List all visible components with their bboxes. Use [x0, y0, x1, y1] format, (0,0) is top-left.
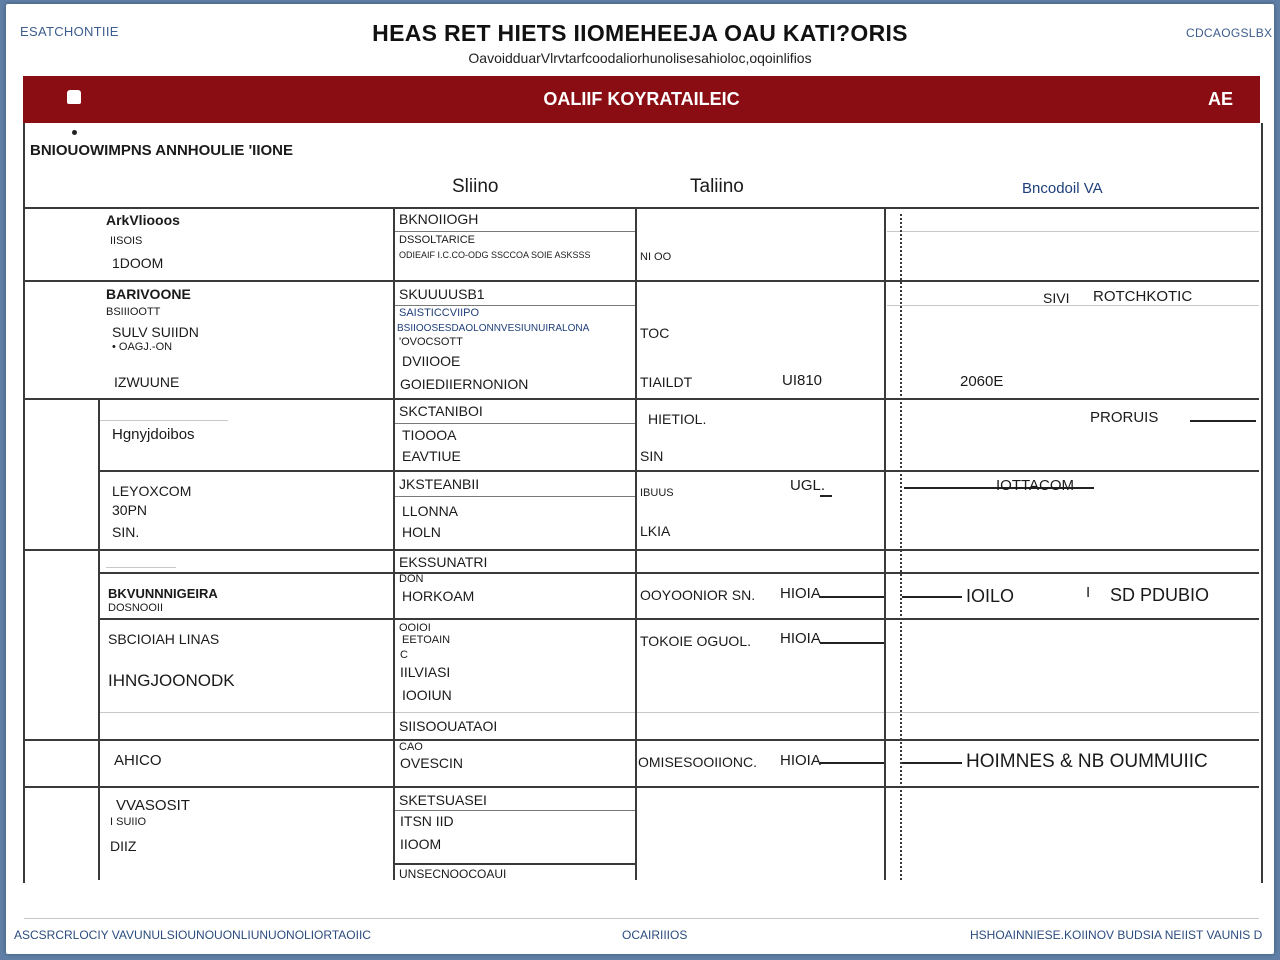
cell-text: NI OO	[640, 251, 672, 263]
cell-text: BKNOIIOGH	[399, 211, 479, 227]
cell-text: I	[1086, 584, 1091, 601]
cell-text: SULV SUIIDN	[112, 324, 199, 340]
grid-line	[395, 810, 635, 811]
grid-line	[884, 207, 886, 880]
cell-text: IILVIASI	[400, 664, 451, 680]
cell-text: UNSECNOOCOAUI	[399, 867, 507, 881]
cell-text: OVESCIN	[400, 755, 464, 771]
cell-text: HORKOAM	[402, 588, 475, 604]
cell-text: OOIOI	[399, 622, 431, 634]
grid-line	[393, 207, 395, 880]
cell-text: IOOIUN	[402, 687, 452, 703]
grid-line	[98, 572, 1259, 574]
cell-text: ROTCHKOTIC	[1093, 288, 1193, 305]
cell-text: SD PDUBIO	[1110, 585, 1210, 605]
leader-line	[820, 762, 884, 764]
cell-text: TOKOIE OGUOL.	[640, 633, 751, 649]
column-header-1: Sliino	[452, 176, 499, 197]
grid-line	[98, 398, 100, 880]
cell-text: IZWUUNE	[114, 374, 180, 390]
cell-text: 'OVOCSOTT	[399, 336, 463, 348]
grid-line	[395, 423, 635, 424]
document-title: HEAS RET HIETS IIOMEHEEJA OAU KATI?ORIS	[372, 20, 908, 46]
column-header-2: Taliino	[690, 176, 744, 197]
footer-left: ASCSRCRLOCIY VAVUNULSIOUNOUONLIUNUONOLIORTAOIIC	[14, 928, 371, 942]
cell-text: IOILO	[966, 586, 1015, 606]
cell-text: LEYOXCOM	[112, 483, 192, 499]
cell-text: HOIMNES & NB OUMMUIIC	[966, 751, 1208, 772]
cell-text: DVIIOOE	[402, 353, 461, 369]
cell-text: PRORUIS	[1090, 409, 1159, 426]
cell-text: OOYOONIOR SN.	[640, 587, 756, 603]
cell-text: LKIA	[640, 523, 671, 539]
cell-text: SIISOOUATAOI	[399, 718, 498, 734]
footer-right: HSHOAINNIESE.KOIINOV BUDSIA NEIIST VAUNIS D	[970, 928, 1263, 942]
cell-text: UI810	[782, 372, 823, 389]
cell-text: SAISTICCVIIPO	[399, 307, 480, 319]
grid-line	[887, 231, 1259, 232]
cell-text: IISOIS	[110, 235, 143, 247]
cell-text: HIOIA	[780, 585, 821, 602]
cell-text: SIVI	[1043, 290, 1070, 306]
cell-text: SIN	[640, 448, 664, 464]
cell-text: BSIIOOSESDAOLONNVESIUNUIRALONA	[397, 323, 590, 334]
leader-line	[902, 762, 962, 764]
cell-text: BKVUNNNIGEIRA	[108, 586, 218, 601]
cell-text: IIOOM	[400, 836, 442, 852]
cell-text: C	[400, 649, 408, 661]
leader-line	[820, 596, 884, 598]
cell-text: • OAGJ.-ON	[112, 341, 173, 353]
bullet-icon	[72, 130, 77, 135]
grid-line	[395, 863, 635, 865]
cell-text: SKUUUUSB1	[399, 286, 485, 302]
banner-page-number: AE	[1208, 89, 1234, 109]
cell-text: HIOIA	[780, 752, 821, 769]
cell-text: SKCTANIBOI	[399, 403, 483, 419]
cell-text: IOTTACOM	[996, 477, 1075, 494]
grid-line	[98, 470, 1259, 472]
cell-text: ITSN IID	[400, 813, 454, 829]
grid-line	[24, 398, 1259, 400]
grid-line	[24, 786, 1259, 788]
grid-line	[395, 496, 635, 497]
footer-center: OCAIRIIIOS	[622, 928, 688, 942]
leader-line	[902, 596, 962, 598]
cell-text: 30PN	[112, 502, 148, 518]
cell-text: TIAILDT	[640, 374, 693, 390]
cell-text: TOC	[640, 325, 670, 341]
cell-text: LLONNA	[402, 503, 459, 519]
grid-line	[24, 549, 1259, 551]
grid-line	[98, 712, 1259, 713]
cell-text: OMISESOOIIONC.	[638, 754, 758, 770]
cell-text: BARIVOONE	[106, 286, 191, 302]
grid-line	[24, 739, 1259, 741]
grid-line	[98, 618, 1259, 620]
grid-line	[395, 231, 635, 232]
leader-line	[820, 495, 832, 497]
cell-text: IHNGJOONODK	[108, 671, 235, 690]
cell-text: AHICO	[114, 752, 162, 769]
cell-text: EETOAIN	[402, 634, 451, 646]
header-left-code: ESATCHONTIIE	[20, 24, 119, 39]
cell-text: VVASOSIT	[116, 797, 190, 814]
grid-line	[887, 305, 1259, 306]
cell-text: HIOIA	[780, 630, 821, 647]
cell-text: 1DOOM	[112, 255, 164, 271]
cell-text: CAO	[399, 741, 423, 753]
cell-text: DIIZ	[110, 838, 137, 854]
grid-line	[395, 305, 635, 306]
banner-title: OALIIF KOYRATAILEIC	[543, 89, 740, 109]
cell-text: TIOOOA	[402, 427, 457, 443]
grid-line	[24, 207, 1259, 209]
grid-line	[106, 567, 176, 568]
grid-line	[24, 918, 1259, 919]
section-heading: BNIOUOWIMPNS ANNHOULIE 'IIONE	[30, 142, 294, 159]
cell-text: GOIEDIIERNONION	[400, 376, 529, 392]
cell-text: EAVTIUE	[402, 448, 461, 464]
leader-line	[820, 642, 884, 644]
cell-text: 2060E	[960, 373, 1004, 390]
grid-line	[24, 280, 1259, 282]
cell-text: DSSOLTARICE	[399, 234, 475, 246]
cell-text: SBCIOIAH LINAS	[108, 631, 220, 647]
cell-text: DOSNOOII	[108, 602, 164, 614]
cell-text: HOLN	[402, 524, 441, 540]
cell-text: BSIIIOOTT	[106, 306, 161, 318]
cell-text: DON	[399, 573, 424, 585]
cell-text: JKSTEANBII	[399, 476, 480, 492]
header-right-code: CDCAOGSLBX	[1186, 26, 1273, 40]
grid-line	[635, 207, 637, 880]
grid-line	[900, 214, 902, 880]
cell-text: UGL.	[790, 477, 826, 494]
cell-text: Hgnyjdoibos	[112, 426, 195, 443]
cell-text: EKSSUNATRI	[399, 554, 488, 570]
cell-text: HIETIOL.	[648, 411, 707, 427]
leader-line	[1190, 420, 1256, 422]
cell-text: I SUIIO	[110, 816, 147, 828]
cell-text: SIN.	[112, 524, 140, 540]
cell-text: IBUUS	[640, 487, 674, 499]
column-header-3: Bncodoil VA	[1022, 180, 1103, 197]
cell-text: SKETSUASEI	[399, 792, 487, 808]
document-subtitle: OavoidduarVlrvtarfcoodaliorhunolisesahioloc,oqoinlifios	[468, 50, 812, 66]
cell-text: ODIEAIF I.C.CO-ODG SSCCOA SOIE ASKSSS	[399, 250, 591, 260]
cell-text: ArkVliooos	[106, 212, 180, 228]
section-banner	[23, 76, 1260, 123]
grid-line	[100, 420, 228, 421]
